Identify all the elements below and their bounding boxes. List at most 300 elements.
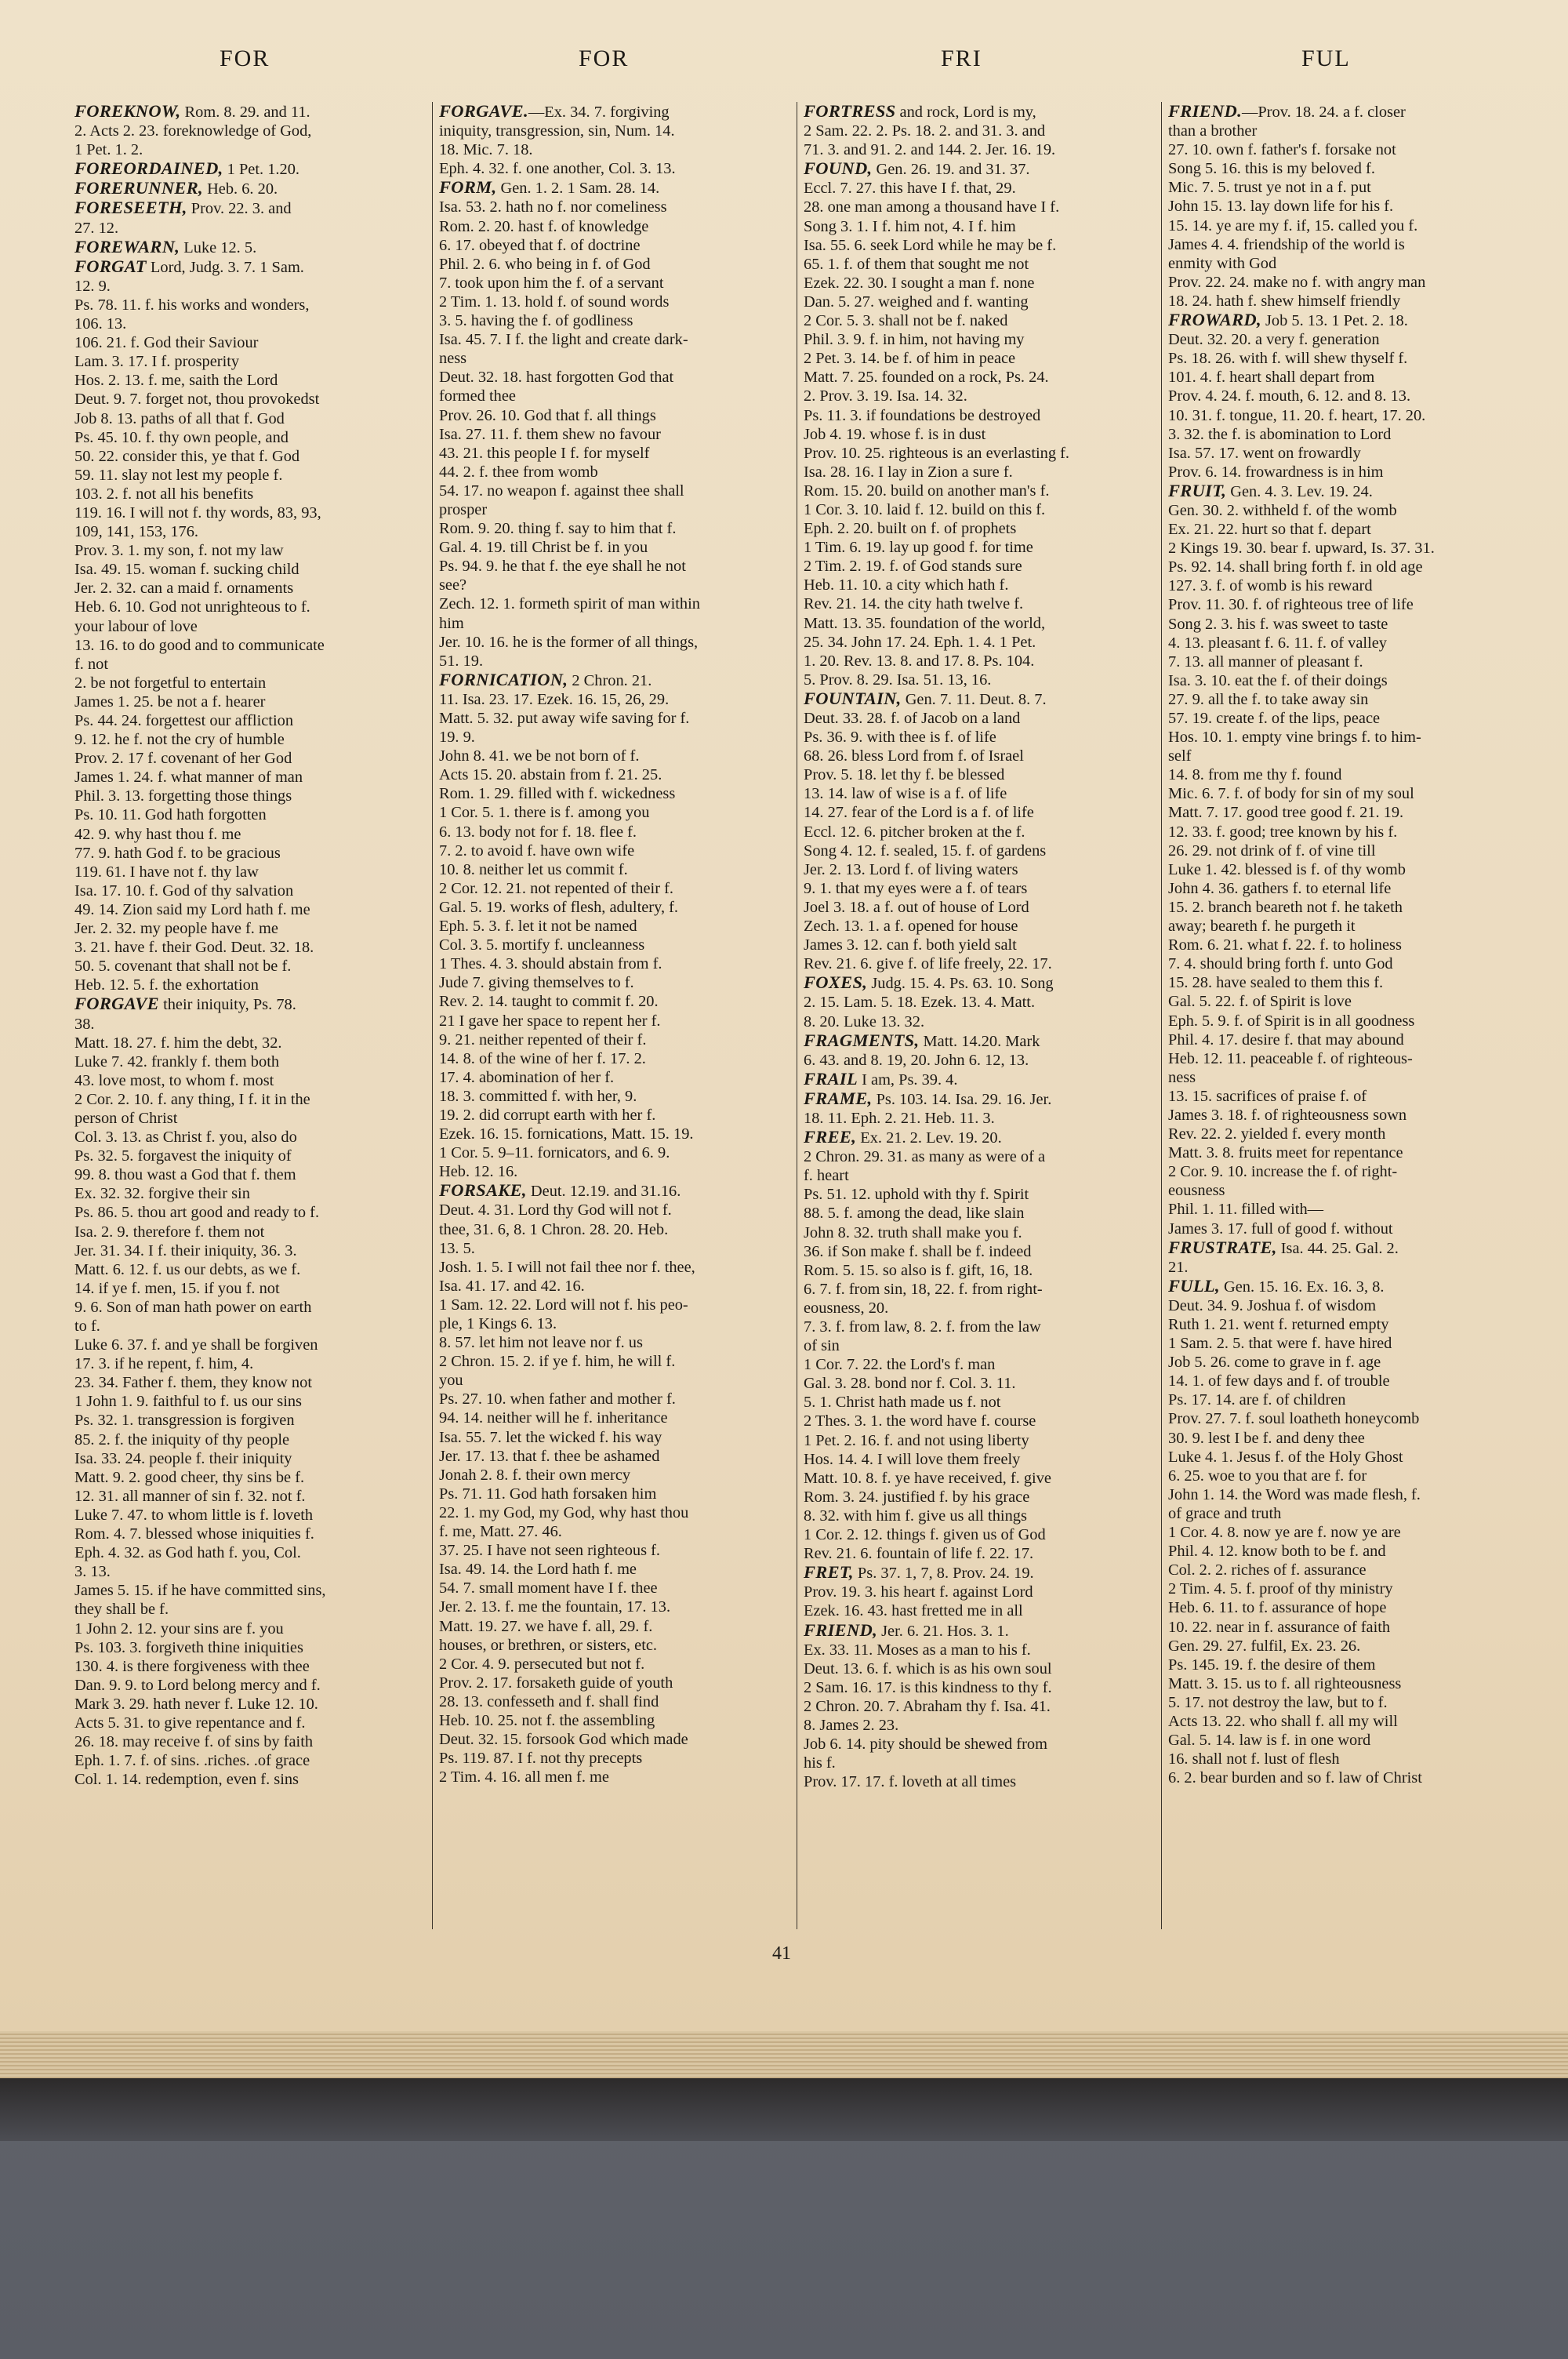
entry-line: [1168, 1106, 1519, 1125]
entry-line: [1168, 482, 1519, 501]
entry-line: [439, 936, 790, 954]
entry-text: 17. 3. if he repent, f. him, 4.: [74, 1355, 254, 1373]
entry-text: Job 4. 19. whose f. is in dust: [804, 425, 986, 443]
entry-line: [439, 140, 790, 159]
entry-text: 14. 8. of the wine of her f. 17. 2.: [439, 1049, 646, 1067]
entry-text: Isa. 27. 11. f. them shew no favour: [439, 425, 661, 443]
entry-line: [804, 1716, 1155, 1735]
entry-line: [74, 1506, 426, 1525]
entry-line: [804, 349, 1155, 368]
page-edge: [0, 2031, 1568, 2078]
entry-text: of grace and truth: [1168, 1504, 1282, 1522]
entry-line: [804, 936, 1155, 954]
entry-line: [804, 1109, 1155, 1128]
entry-text: 36. if Son make f. shall be f. indeed: [804, 1242, 1032, 1260]
entry-text: Col. 2. 2. riches of f. assurance: [1168, 1561, 1367, 1579]
entry-line: [74, 674, 426, 692]
entry-line: [1168, 330, 1519, 349]
entry-text: 13. 5.: [439, 1239, 475, 1257]
entry-line: [439, 1125, 790, 1143]
entry-line: [439, 576, 790, 594]
entry-line: [439, 122, 790, 140]
entry-line: [1168, 520, 1519, 539]
entry-line: [1168, 1087, 1519, 1106]
entry-text: 2 Pet. 3. 14. be f. of him in peace: [804, 350, 1016, 368]
entry-line: [804, 1318, 1155, 1336]
headword: FOREWARN,: [74, 236, 180, 256]
entry-line: [1168, 747, 1519, 765]
headword: FORGAVE: [74, 994, 159, 1014]
entry-line: [1168, 1409, 1519, 1428]
entry-line: [804, 500, 1155, 519]
entry-text: 21.: [1168, 1258, 1189, 1276]
headword: FORNICATION,: [439, 669, 568, 689]
entry-line: [439, 1541, 790, 1560]
headword: FOUND,: [804, 158, 873, 179]
entry-text: Ex. 21. 2. Lev. 19. 20.: [856, 1129, 1002, 1147]
entry-text: 2. 15. Lam. 5. 18. Ezek. 13. 4. Matt.: [804, 994, 1036, 1012]
entry-line: [804, 1601, 1155, 1620]
entry-text: Isa. 45. 7. I f. the light and create dark-: [439, 331, 688, 349]
entry-text: Rev. 2. 14. taught to commit f. 20.: [439, 993, 659, 1011]
entry-line: [74, 198, 426, 218]
entry-text: Gen. 30. 2. withheld f. of the womb: [1168, 501, 1397, 519]
entry-text: your labour of love: [74, 617, 198, 635]
entry-line: [439, 1012, 790, 1030]
entry-line: [74, 371, 426, 390]
entry-line: [804, 1754, 1155, 1772]
entry-line: [74, 1732, 426, 1751]
entry-line: [804, 1280, 1155, 1299]
entry-line: [1168, 463, 1519, 482]
entry-text: 2. Acts 2. 23. foreknowledge of God,: [74, 122, 312, 140]
entry-line: [1168, 444, 1519, 463]
entry-text: 6. 25. woe to you that are f. for: [1168, 1467, 1367, 1485]
entry-line: [439, 557, 790, 576]
entry-text: Gal. 5. 19. works of flesh, adultery, f.: [439, 898, 679, 916]
entry-line: [439, 1579, 790, 1598]
entry-text: Prov. 17. 17. f. loveth at all times: [804, 1773, 1017, 1791]
entry-line: [439, 1390, 790, 1408]
entry-text: 11. Isa. 23. 17. Ezek. 16. 15, 26, 29.: [439, 690, 670, 708]
entry-text: 18. 11. Eph. 2. 21. Heb. 11. 3.: [804, 1109, 995, 1127]
entry-line: [74, 390, 426, 409]
running-head-3: FRI: [941, 45, 982, 71]
entry-line: [439, 860, 790, 879]
entry-line: [804, 1450, 1155, 1469]
entry-line: [804, 1089, 1155, 1109]
entry-text: 27. 12.: [74, 219, 119, 237]
column-3: [804, 102, 1155, 1933]
entry-line: [74, 179, 426, 198]
entry-line: [439, 444, 790, 463]
entry-text: Phil. 4. 12. know both to be f. and: [1168, 1543, 1386, 1561]
entry-line: [804, 803, 1155, 822]
headword: FORGAT: [74, 256, 147, 276]
entry-line: [804, 482, 1155, 500]
entry-text: f. me, Matt. 27. 46.: [439, 1523, 562, 1541]
entry-line: [439, 652, 790, 671]
entry-line: [74, 485, 426, 503]
entry-text: Heb. 10. 25. not f. the assembling: [439, 1711, 655, 1729]
entry-line: [74, 1298, 426, 1317]
entry-text: 7. 13. all manner of pleasant f.: [1168, 652, 1363, 671]
entry-text: Zech. 13. 1. a f. opened for house: [804, 918, 1018, 936]
entry-text: Jude 7. giving themselves to f.: [439, 974, 634, 992]
entry-text: Phil. 3. 13. forgetting those things: [74, 787, 292, 805]
entry-text: Zech. 12. 1. formeth spirit of man within: [439, 595, 700, 613]
headword: FOXES,: [804, 972, 868, 993]
entry-line: [1168, 1768, 1519, 1787]
entry-text: Isa. 2. 9. therefore f. them not: [74, 1223, 265, 1241]
entry-line: [1168, 501, 1519, 520]
entry-text: 12. 31. all manner of sin f. 32. not f.: [74, 1487, 306, 1505]
entry-text: Ezek. 16. 43. hast fretted me in all: [804, 1602, 1023, 1620]
entry-line: [439, 1277, 790, 1296]
entry-text: 106. 13.: [74, 315, 127, 333]
entry-text: Eccl. 12. 6. pitcher broken at the f.: [804, 823, 1025, 841]
entry-line: [74, 1336, 426, 1354]
column-1: [74, 102, 426, 1933]
entry-line: [74, 617, 426, 636]
entry-text: Matt. 6. 12. f. us our debts, as we f.: [74, 1260, 301, 1278]
entry-text: Col. 3. 13. as Christ f. you, also do: [74, 1129, 297, 1147]
entry-line: [804, 954, 1155, 973]
entry-line: [1168, 671, 1519, 690]
entry-line: [439, 917, 790, 936]
entry-text: 13. 16. to do good and to communicate: [74, 636, 325, 654]
entry-text: formed thee: [439, 387, 516, 405]
entry-line: [439, 198, 790, 216]
entry-text: 1 Cor. 2. 12. things f. given us of God: [804, 1526, 1046, 1544]
entry-text: 10. 31. f. tongue, 11. 20. f. heart, 17. 20.: [1168, 406, 1426, 424]
entry-line: [74, 1657, 426, 1676]
entry-line: [439, 841, 790, 860]
entry-line: [804, 255, 1155, 274]
entry-text: 1 Pet. 1. 2.: [74, 141, 143, 159]
entry-text: 106. 21. f. God their Saviour: [74, 334, 259, 352]
entry-text: Phil. 3. 9. f. in him, not having my: [804, 331, 1025, 349]
entry-text: Deut. 9. 7. forget not, thou provokedst: [74, 391, 320, 409]
entry-text: Judg. 15. 4. Ps. 63. 10. Song: [867, 975, 1054, 993]
entry-line: [804, 973, 1155, 993]
entry-text: 59. 11. slay not lest my people f.: [74, 466, 283, 484]
entry-line: [1168, 122, 1519, 140]
entry-line: [439, 217, 790, 236]
entry-text: 5. 17. not destroy the law, but to f.: [1168, 1693, 1388, 1711]
entry-text: 1 Cor. 7. 22. the Lord's f. man: [804, 1356, 996, 1374]
entry-line: [1168, 1448, 1519, 1467]
entry-text: 12. 9.: [74, 277, 111, 295]
entry-line: [804, 689, 1155, 709]
entry-line: [74, 277, 426, 296]
entry-text: him: [439, 614, 464, 632]
entry-text: Ps. 92. 14. shall bring forth f. in old age: [1168, 558, 1423, 576]
entry-line: [1168, 936, 1519, 954]
entry-text: Lord, Judg. 3. 7. 1 Sam.: [146, 258, 304, 276]
entry-line: [439, 594, 790, 613]
entry-line: [74, 1392, 426, 1411]
entry-text: 43. 21. this people I f. for myself: [439, 444, 650, 462]
entry-line: [74, 102, 426, 122]
entry-line: [1168, 1200, 1519, 1219]
entry-text: Rev. 21. 6. give f. of life freely, 22. 17.: [804, 955, 1052, 973]
entry-line: [439, 1503, 790, 1522]
entry-text: 3. 5. having the f. of godliness: [439, 312, 633, 330]
entry-line: [1168, 1181, 1519, 1200]
entry-text: 25. 34. John 17. 24. Eph. 1. 4. 1 Pet.: [804, 633, 1036, 651]
entry-text: 1 Tim. 6. 19. lay up good f. for time: [804, 539, 1033, 557]
entry-line: [1168, 1049, 1519, 1068]
entry-line: [439, 1408, 790, 1427]
entry-text: Phil. 2. 6. who being in f. of God: [439, 255, 651, 273]
entry-text: 9. 21. neither repented of their f.: [439, 1030, 647, 1049]
entry-text: Prov. 22. 3. and: [187, 200, 292, 218]
entry-line: [804, 330, 1155, 349]
running-head-4: FUL: [1301, 45, 1351, 71]
entry-line: [1168, 1334, 1519, 1353]
entry-text: Luke 1. 42. blessed is f. of thy womb: [1168, 860, 1406, 878]
entry-text: 2 Chron. 20. 7. Abraham thy f. Isa. 41.: [804, 1697, 1051, 1715]
entry-text: 65. 1. f. of them that sought me not: [804, 255, 1029, 273]
entry-text: —Ex. 34. 7. forgiving: [528, 104, 670, 121]
entry-text: 16. shall not f. lust of flesh: [1168, 1750, 1340, 1768]
entry-text: Ps. 103. 3. forgiveth thine iniquities: [74, 1638, 303, 1656]
entry-text: away; beareth f. he purgeth it: [1168, 918, 1356, 936]
entry-line: [804, 140, 1155, 159]
entry-text: 15. 2. branch beareth not f. he taketh: [1168, 898, 1403, 916]
entry-line: [439, 1749, 790, 1768]
entry-text: Ps. 32. 5. forgavest the iniquity of: [74, 1147, 292, 1165]
entry-text: 6. 17. obeyed that f. of doctrine: [439, 236, 641, 254]
entry-text: Isa. 57. 17. went on frowardly: [1168, 444, 1361, 462]
entry-text: Jer. 17. 13. that f. thee be ashamed: [439, 1447, 660, 1465]
entry-line: [1168, 558, 1519, 576]
entry-line: [74, 655, 426, 674]
entry-text: Song 3. 1. I f. him not, 4. I f. him: [804, 217, 1016, 235]
entry-text: Jer. 6. 21. Hos. 3. 1.: [877, 1622, 1009, 1640]
entry-text: Ps. 86. 5. thou art good and ready to f.: [74, 1204, 320, 1222]
entry-line: [74, 333, 426, 352]
entry-line: [439, 387, 790, 405]
entry-text: Deut. 12.19. and 31.16.: [526, 1183, 681, 1201]
entry-line: [439, 1352, 790, 1371]
headword: FOUNTAIN,: [804, 688, 902, 708]
entry-text: Isa. 33. 24. people f. their iniquity: [74, 1449, 292, 1467]
entry-line: [804, 765, 1155, 784]
entry-line: [74, 159, 426, 179]
entry-text: 2 Tim. 4. 16. all men f. me: [439, 1768, 609, 1787]
entry-text: Luke 7. 47. to whom little is f. loveth: [74, 1506, 314, 1524]
entry-line: [804, 841, 1155, 860]
entry-text: 26. 18. may receive f. of sins by faith: [74, 1733, 314, 1751]
entry-line: [1168, 1390, 1519, 1409]
entry-line: [74, 881, 426, 900]
entry-line: [74, 957, 426, 976]
entry-line: [74, 560, 426, 579]
entry-line: [1168, 311, 1519, 330]
entry-text: Prov. 2. 17. forsaketh guide of youth: [439, 1674, 673, 1692]
entry-text: Mark 3. 29. hath never f. Luke 12. 10.: [74, 1695, 318, 1713]
entry-text: Ps. 36. 9. with thee is f. of life: [804, 729, 996, 747]
entry-text: Job 5. 26. come to grave in f. age: [1168, 1354, 1381, 1372]
entry-line: [1168, 973, 1519, 992]
entry-line: [804, 823, 1155, 841]
entry-line: [1168, 387, 1519, 405]
entry-text: 2. be not forgetful to entertain: [74, 674, 267, 692]
entry-text: 8. James 2. 23.: [804, 1716, 899, 1734]
entry-text: 28. one man among a thousand have I f.: [804, 198, 1060, 216]
entry-line: [74, 1165, 426, 1184]
entry-line: [1168, 1012, 1519, 1030]
entry-line: [74, 919, 426, 938]
entry-line: [74, 1071, 426, 1090]
entry-line: [439, 1087, 790, 1106]
entry-line: [439, 159, 790, 178]
entry-line: [804, 879, 1155, 898]
entry-text: 2. Prov. 3. 19. Isa. 14. 32.: [804, 387, 967, 405]
entry-line: [804, 1051, 1155, 1070]
entry-line: [439, 973, 790, 992]
entry-line: [1168, 1561, 1519, 1579]
entry-line: [439, 1181, 790, 1201]
entry-text: Matt. 10. 8. f. ye have received, f. give: [804, 1469, 1051, 1487]
entry-text: 3. 21. have f. their God. Deut. 32. 18.: [74, 939, 314, 957]
entry-line: [439, 1201, 790, 1219]
entry-text: Phil. 1. 11. filled with—: [1168, 1201, 1324, 1219]
entry-text: Eph. 2. 20. built on f. of prophets: [804, 520, 1017, 538]
headword: FORGAVE.: [439, 102, 528, 121]
entry-text: John 8. 32. truth shall make you f.: [804, 1223, 1022, 1241]
entry-line: [804, 1012, 1155, 1031]
entry-text: enmity with God: [1168, 254, 1277, 272]
entry-line: [804, 463, 1155, 482]
entry-text: Prov. 3. 1. my son, f. not my law: [74, 542, 284, 560]
entry-text: James 5. 15. if he have committed sins,: [74, 1582, 326, 1600]
entry-line: [1168, 1656, 1519, 1674]
entry-text: 15. 14. ye are my f. if, 15. called you f.: [1168, 216, 1418, 234]
entry-line: [1168, 1579, 1519, 1598]
entry-line: [439, 1730, 790, 1749]
entry-text: Hos. 10. 1. empty vine brings f. to him-: [1168, 729, 1421, 747]
entry-line: [804, 1507, 1155, 1525]
entry-line: [74, 692, 426, 711]
entry-text: you: [439, 1372, 463, 1390]
entry-line: [1168, 954, 1519, 973]
entry-text: Matt. 3. 8. fruits meet for repentance: [1168, 1144, 1403, 1162]
entry-text: Eph. 1. 7. f. of sins. .riches. .of grace: [74, 1752, 310, 1770]
entry-text: 9. 1. that my eyes were a f. of tears: [804, 879, 1028, 897]
entry-line: [804, 236, 1155, 255]
entry-line: [439, 823, 790, 841]
entry-line: [804, 671, 1155, 689]
entry-text: Job 5. 13. 1 Pet. 2. 18.: [1261, 312, 1408, 330]
headword: FRAGMENTS,: [804, 1030, 920, 1050]
entry-text: Ps. 51. 12. uphold with thy f. Spirit: [804, 1186, 1029, 1204]
entry-line: [74, 1638, 426, 1657]
entry-line: [74, 447, 426, 466]
entry-line: [74, 296, 426, 314]
entry-line: [74, 1714, 426, 1732]
column-2: [439, 102, 790, 1933]
entry-text: Heb. 12. 11. peaceable f. of righteous-: [1168, 1049, 1413, 1067]
column-rule: [1161, 102, 1162, 1929]
headword: FRET,: [804, 1562, 854, 1583]
entry-line: [1168, 690, 1519, 709]
entry-text: Col. 1. 14. redemption, even f. sins: [74, 1771, 299, 1789]
entry-line: [439, 1049, 790, 1068]
entry-line: [74, 844, 426, 863]
entry-text: James 3. 18. f. of righteousness sown: [1168, 1106, 1407, 1124]
entry-line: [1168, 823, 1519, 841]
entry-text: Ex. 21. 22. hurt so that f. depart: [1168, 521, 1371, 539]
entry-line: [804, 1223, 1155, 1242]
entry-line: [1168, 1467, 1519, 1485]
entry-line: [804, 311, 1155, 330]
entry-line: [1168, 652, 1519, 671]
entry-line: [804, 538, 1155, 557]
entry-text: 27. 10. own f. father's f. forsake not: [1168, 141, 1396, 159]
entry-line: [1168, 709, 1519, 728]
entry-line: [1168, 1162, 1519, 1181]
entry-text: Josh. 1. 5. I will not fail thee nor f. thee,: [439, 1258, 695, 1276]
entry-line: [1168, 1504, 1519, 1523]
entry-text: 12. 33. f. good; tree known by his f.: [1168, 823, 1398, 841]
entry-text: Luke 12. 5.: [180, 238, 257, 256]
entry-text: 18. Mic. 7. 18.: [439, 141, 533, 159]
entry-line: [439, 614, 790, 633]
entry-line: [439, 1522, 790, 1541]
entry-line: [1168, 1238, 1519, 1258]
entry-line: [804, 293, 1155, 311]
entry-line: [74, 122, 426, 140]
entry-text: 1 John 2. 12. your sins are f. you: [74, 1619, 284, 1637]
entry-text: Mic. 6. 7. f. of body for sin of my soul: [1168, 785, 1414, 803]
entry-text: 42. 9. why hast thou f. me: [74, 825, 241, 843]
entry-line: [439, 1220, 790, 1239]
column-4: [1168, 102, 1519, 1933]
entry-line: [804, 1355, 1155, 1374]
entry-line: [804, 1583, 1155, 1601]
entry-line: [439, 1598, 790, 1616]
entry-line: [439, 1485, 790, 1503]
entry-text: Heb. 6. 10. God not unrighteous to f.: [74, 598, 310, 616]
entry-text: Job 6. 14. pity should be shewed from: [804, 1736, 1047, 1754]
entry-line: [74, 1411, 426, 1430]
entry-text: John 4. 36. gathers f. to eternal life: [1168, 879, 1392, 897]
entry-line: [804, 1431, 1155, 1450]
entry-line: [74, 1449, 426, 1468]
entry-text: Phil. 4. 17. desire f. that may abound: [1168, 1030, 1404, 1049]
entry-line: [1168, 273, 1519, 292]
entry-text: 1 John 1. 9. faithful to f. us our sins: [74, 1393, 302, 1411]
entry-line: [1168, 1372, 1519, 1390]
entry-text: of sin: [804, 1337, 840, 1355]
entry-line: [439, 690, 790, 709]
entry-text: Gal. 5. 22. f. of Spirit is love: [1168, 993, 1352, 1011]
entry-line: [439, 519, 790, 538]
entry-text: 5. Prov. 8. 29. Isa. 51. 13, 16.: [804, 671, 992, 689]
entry-text: 17. 4. abomination of her f.: [439, 1068, 615, 1086]
entry-line: [74, 257, 426, 277]
entry-line: [1168, 1068, 1519, 1087]
entry-text: 13. 15. sacrifices of praise f. of: [1168, 1087, 1367, 1105]
entry-line: [804, 1374, 1155, 1393]
entry-line: [804, 1772, 1155, 1791]
entry-text: Luke 7. 42. frankly f. them both: [74, 1052, 280, 1070]
entry-text: 14. 8. from me thy f. found: [1168, 766, 1342, 784]
entry-text: Song 5. 16. this is my beloved f.: [1168, 160, 1375, 178]
